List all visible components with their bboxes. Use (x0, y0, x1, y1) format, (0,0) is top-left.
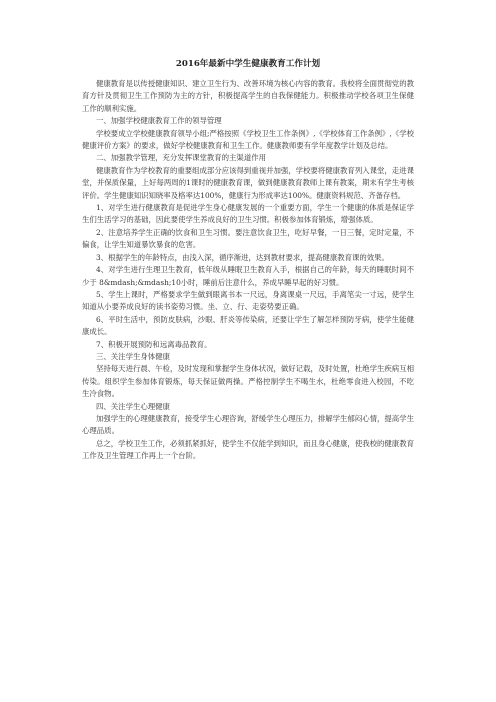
paragraph-section-2: 健康教育作为学校教育的重要组成部分应该得到重视并加强，学校要将健康教育列入课堂，走进课堂，并保质保量，上好每两周的1课时的健康教育课，做到健康教育教师上课有教案，期末有学生考核评价。学生健康知识知晓率及格率达100%，健康行为形成率达100%。健康资料规范、齐备存档。 (82, 165, 414, 200)
list-item-7: 7、积极开展预防和远离毒品教育。 (96, 339, 212, 349)
section-heading-1: 一、加强学校健康教育工作的领导管理 (96, 116, 222, 126)
document-title: 2016年最新中学生健康教育工作计划 (175, 59, 321, 69)
list-item-1: 1、对学生进行健康教育是促进学生身心健康发展的一个重要方面，学生一个健康的体质是保证学生们生活学习的基础，因此要使学生养成良好的卫生习惯。积极参加体育锻炼，增强体质。 (82, 203, 414, 225)
paragraph-section-4: 加强学生的心理健康教育，接受学生心理咨询，舒缓学生心理压力，排解学生郁闷心情，提高学生心理品质。 (82, 413, 414, 436)
list-item-4: 4、对学生进行生理卫生教育，低年级从睡眠卫生教育入手，根据自己的年龄，每天的睡眠时间不少于 8&mdash;&mdash;10小时，睡前后注意什么，养成早睡早起的好习惯。 (82, 265, 414, 287)
paragraph-section-3: 坚持每天进行晨、午检，及时发现和掌握学生身体状况，做好记载，及时处置，杜绝学生疾病互相传染。组织学生参加体育锻炼，每天保证做两操。严格控制学生不喝生水，杜绝零食进入校园，不吃生冷食物。 (82, 364, 414, 399)
list-item-3: 3、根据学生的年龄特点，由浅入深，循序渐进，达到教材要求，提高健康教育课的效果。 (96, 252, 389, 262)
list-item-5: 5、学生上课时，严格要求学生做到眼离书本一尺远，身离课桌一尺远，手离笔尖一寸远，使学生知道从小要养成良好的读书姿势习惯。坐、立、行、走姿势要正确。 (82, 289, 414, 312)
paragraph-conclusion: 总之，学校卫生工作，必须抓紧抓好，使学生不仅能学到知识，而且身心健康，使我校的健康教育工作及卫生管理工作再上一个台阶。 (82, 438, 414, 461)
section-heading-3: 三、关注学生身体健康 (96, 351, 170, 361)
section-heading-2: 二、加强教学管理，充分发挥课堂教育的主渠道作用 (96, 153, 266, 163)
list-item-6: 6、平时生活中，预防皮肤病，沙眼、肝炎等传染病，还要让学生了解怎样预防牙病，使学生能健康成长。 (82, 314, 414, 337)
paragraph-section-1: 学校要成立学校健康教育领导小组;严格按照《学校卫生工作条例》,《学校体育工作条例》,《学校健康评价方案》的要求，做好学校健康教育和卫生工作。健康教师要有学年度教学计划及总结。 (82, 128, 414, 151)
paragraph-intro: 健康教育是以传授健康知识、建立卫生行为、改善环境为核心内容的教育。我校将全面贯彻党的教育方针及贯彻卫生工作预防为主的方针，积极提高学生的自我保健能力。积极推动学校各项卫生保健工作的顺利实施。 (82, 79, 414, 113)
list-item-2: 2、注意培养学生正确的饮食和卫生习惯。要注意饮食卫生，吃好早餐，一日三餐，定时定量，不偏食，让学生知道暴饮暴食的危害。 (82, 227, 414, 250)
section-heading-4: 四、关注学生心理健康 (96, 401, 170, 411)
